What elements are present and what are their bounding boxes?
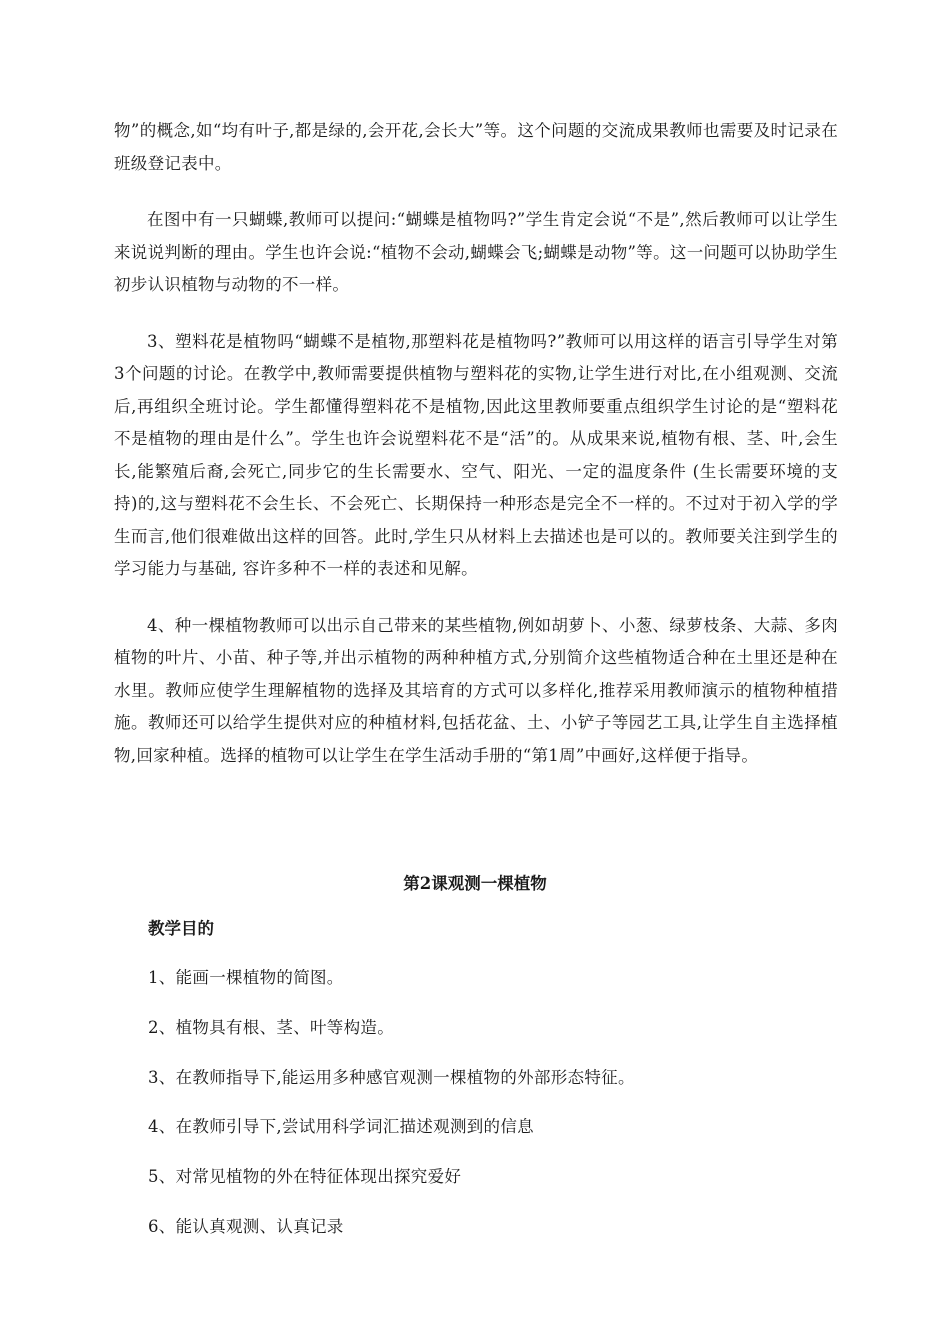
paragraph-plant-a-plant: 4、种一棵植物教师可以出示自己带来的某些植物,例如胡萝卜、小葱、绿萝枝条、大蒜、多肉植物的叶片、小苗、种子等,并出示植物的两种种植方式,分别简介这些植物适合种在土里还是种在水里。教师应使学生理解植物的选择及其培育的方式可以多样化,推荐采用教师演示的植物种植措施。教师还可以给学生提供对应的种植材料,包括花盆、土、小铲子等园艺工具,让学生自主选择植物,回家种植。选择的植物可以让学生在学生活动手册的“第1周”中画好,这样便于指导。 <box>114 615 838 765</box>
goal-item: 5、对常见植物的外在特征体现出探究爱好 <box>148 1167 462 1187</box>
teaching-goals-list <box>148 963 635 1262</box>
body-text <box>114 115 838 796</box>
lesson-title: 第2课观测一棵植物 <box>403 874 547 893</box>
goal-item: 1、能画一棵植物的简图。 <box>148 968 344 987</box>
paragraph-plastic-flower: 3、塑料花是植物吗“蝴蝶不是植物,那塑料花是植物吗?”教师可以用这样的语言引导学生对第3个问题的讨论。在教学中,教师需要提供植物与塑料花的实物,让学生进行对比,在小组观测、交流后,再组织全班讨论。学生都懂得塑料花不是植物,因此这里教师要重点组织学生讨论的是“塑料花不是植物的理由是什么”。学生也许会说塑料花不是“活”的。从成果来说,植物有根、茎、叶,会生长,能繁殖后裔,会死亡,同步它的生长需要水、空气、阳光、一定的温度条件 (生长需要环境的支持)的,这与塑料花不会生长、不会死亡、长期保持一种形态是完全不一样的。不过对于初入学的学生而言,他们很难做出这样的回答。此时,学生只从材料上去描述也是可以的。教师要关注到学生的学习能力与基础, 容许多种不一样的表述和见解。 <box>114 331 838 578</box>
section-heading: 教学目的 <box>148 919 214 938</box>
paragraph-continuation: 物”的概念,如“均有叶子,都是绿的,会开花,会长大”等。这个问题的交流成果教师也需要及时记录在班级登记表中。 <box>114 121 838 173</box>
paragraph-butterfly: 在图中有一只蝴蝶,教师可以提问:“蝴蝶是植物吗?”学生肯定会说“不是”,然后教师可以让学生来说说判断的理由。学生也许会说:“植物不会动,蝴蝶会飞;蝴蝶是动物”等。这一问题可以协助学生初步认识植物与动物的不一样。 <box>114 210 838 294</box>
goal-item: 6、能认真观测、认真记录 <box>148 1216 344 1236</box>
goal-item: 3、在教师指导下,能运用多种感官观测一棵植物的外部形态特征。 <box>148 1067 635 1087</box>
goal-item: 4、在教师引导下,尝试用科学词汇描述观测到的信息 <box>148 1117 534 1137</box>
goal-item: 2、植物具有根、茎、叶等构造。 <box>148 1017 394 1037</box>
